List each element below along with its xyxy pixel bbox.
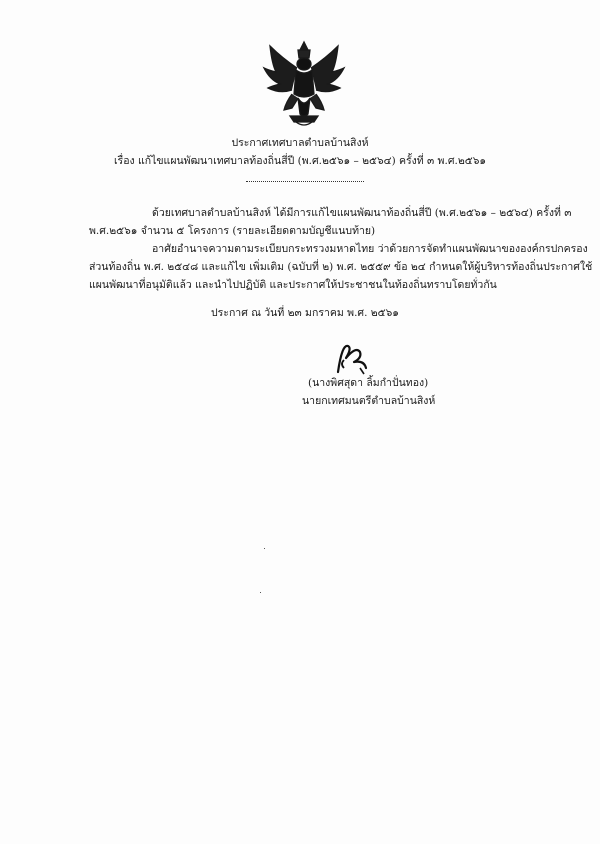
paragraph1-line1: ด้วยเทศบาลตำบลบ้านสิงห์ ได้มีการแก้ไขแผนพัฒนาท้องถิ่นสี่ปี (พ.ศ.๒๕๖๑ – ๒๕๖๔) ครั้งที่ ๓ bbox=[152, 207, 572, 219]
paragraph2-line1: อาศัยอำนาจความตามระเบียบกระทรวงมหาดไทย ว่าด้วยการจัดทำแผนพัฒนาขององค์กรปกครอง bbox=[152, 243, 588, 255]
scan-speck bbox=[264, 548, 265, 549]
signer-name: (นางพิศสุดา ลิ้มกำปั่นทอง) bbox=[308, 377, 429, 389]
handwritten-signature bbox=[330, 338, 374, 378]
announcement-date: ประกาศ ณ วันที่ ๒๓ มกราคม พ.ศ. ๒๕๖๑ bbox=[211, 307, 399, 319]
paragraph1-line2: พ.ศ.๒๕๖๑ จำนวน ๕ โครงการ (รายละเอียดตามบัญชีแนบท้าย) bbox=[89, 225, 376, 237]
scan-speck bbox=[260, 592, 261, 593]
announcement-subject: เรื่อง แก้ไขแผนพัฒนาเทศบาลท้องถิ่นสี่ปี (พ.ศ.๒๕๖๑ – ๒๕๖๔) ครั้งที่ ๓ พ.ศ.๒๕๖๑ bbox=[113, 155, 487, 167]
garuda-emblem bbox=[262, 38, 346, 130]
paragraph2-line3: แผนพัฒนาที่อนุมัติแล้ว และนำไปปฏิบัติ และประกาศให้ประชาชนในท้องถิ่นทราบโดยทั่วกัน bbox=[89, 279, 497, 291]
dotted-separator bbox=[246, 181, 364, 182]
announcement-org-title: ประกาศเทศบาลตำบลบ้านสิงห์ bbox=[231, 137, 369, 149]
paragraph2-line2: ส่วนท้องถิ่น พ.ศ. ๒๕๔๘ และแก้ไข เพิ่มเติม (ฉบับที่ ๒) พ.ศ. ๒๕๕๙ ข้อ ๒๔ กำหนดให้ผู้บริหารท้องถิ่นประกาศใช้ bbox=[89, 261, 593, 273]
signer-position: นายกเทศมนตรีตำบลบ้านสิงห์ bbox=[302, 395, 436, 407]
